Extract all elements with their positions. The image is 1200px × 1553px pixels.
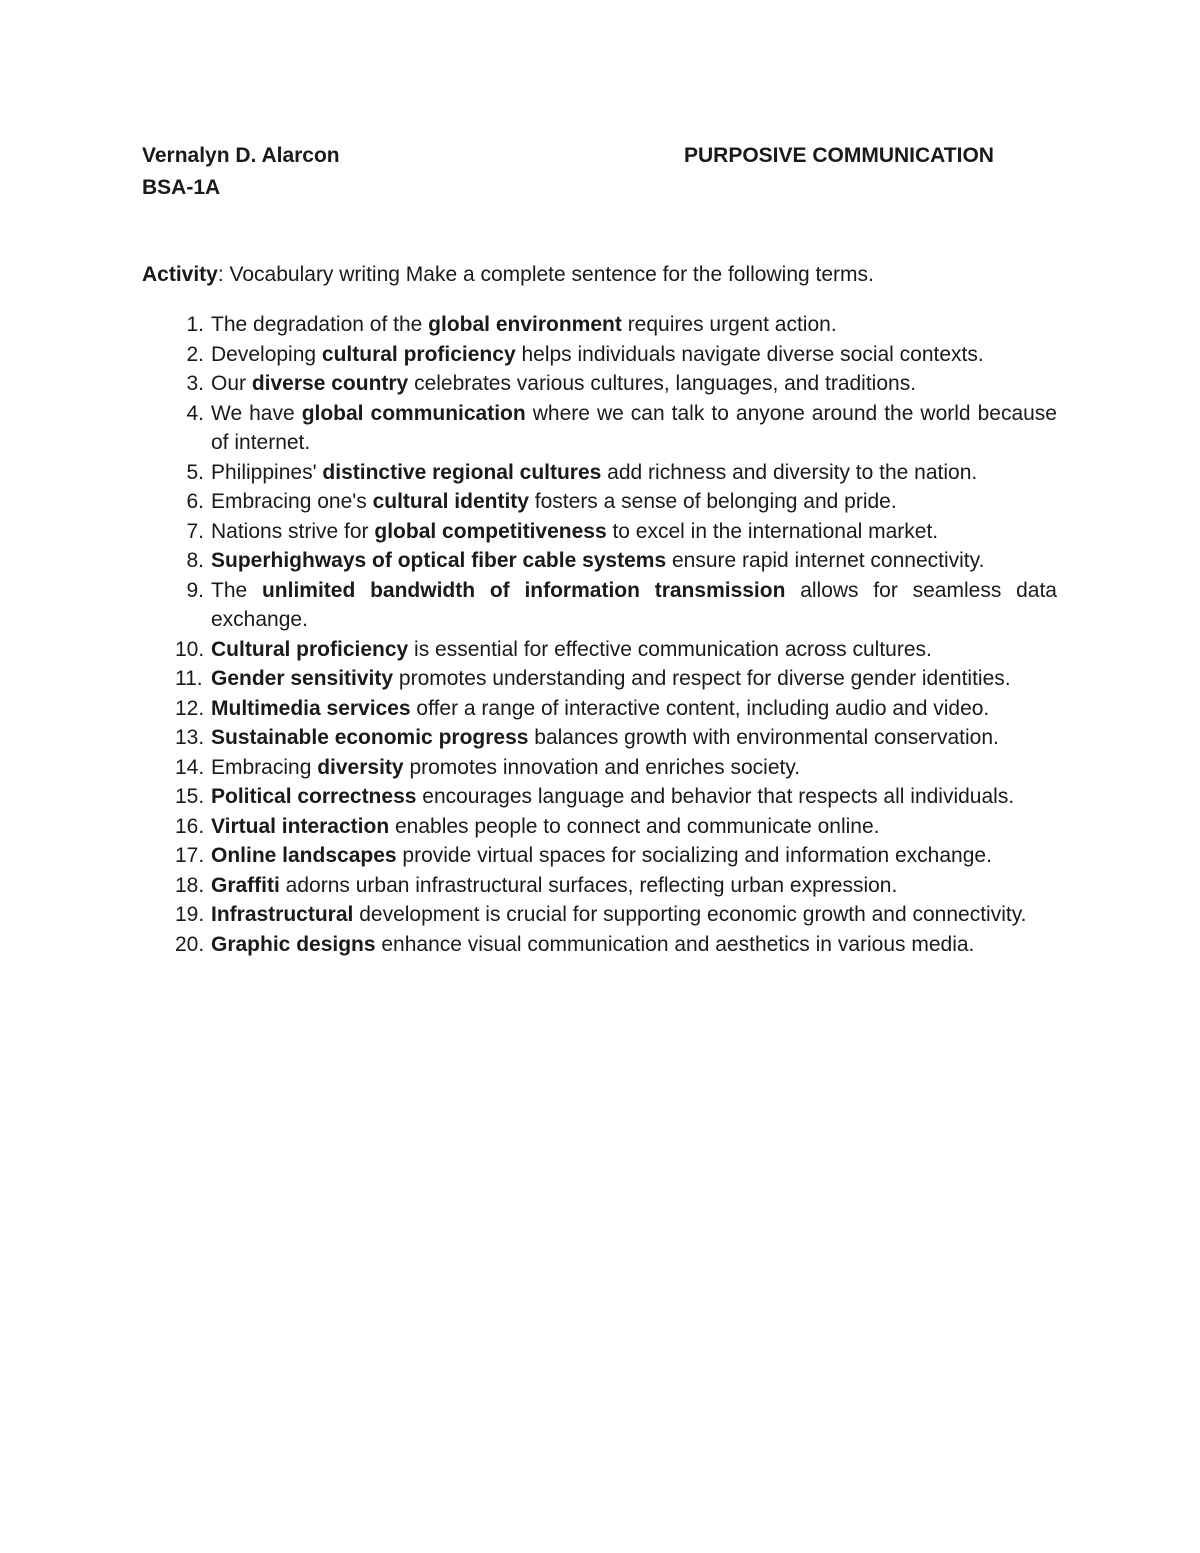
vocabulary-term: global competitiveness [374,519,607,543]
item-number: 14. [175,755,205,779]
list-item [186,576,1057,635]
sentence-end: allows for seamless data exchange. [211,578,1057,631]
list-item [175,723,1057,753]
item-number: 2. [186,342,204,366]
vocabulary-term: Gender sensitivity [211,667,394,690]
item-number: 15. [175,785,205,808]
list-item [186,487,1057,517]
vocabulary-term: Multimedia services [211,696,411,720]
list-item [175,753,1057,783]
list-item [175,782,1057,812]
vocabulary-term: diversity [317,755,404,779]
sentence-end: where we can talk to anyone around the world because of internet. [211,401,1057,454]
item-number: 1. [186,313,204,336]
sentence-start: Nations strive for [211,519,375,543]
list-item [186,369,1057,399]
activity-label: Activity [142,263,218,286]
list-item [175,664,1057,694]
sentence-end: provide virtual spaces for socializing and information exchange. [396,844,992,867]
list-item [186,517,1057,547]
vocabulary-term: cultural identity [372,490,529,513]
sentence-end: enhance visual communication and aesthetics in various media. [375,932,975,956]
item-number: 20. [175,932,205,956]
sentence-end: is essential for effective communication across cultures. [408,637,932,661]
list-item [175,841,1057,871]
item-number: 13. [175,726,205,749]
list-item [175,694,1057,724]
sentence-end: offer a range of interactive content, including audio and video. [410,696,990,720]
sentence-end: ensure rapid internet connectivity. [666,549,985,572]
item-number: 11. [175,667,203,690]
sentence-end: development is crucial for supporting economic growth and connectivity. [353,903,1027,926]
item-number: 12. [175,696,205,720]
item-number: 4. [186,401,204,425]
vocabulary-term: Graffiti [211,873,280,897]
item-number: 16. [175,814,205,838]
item-number: 3. [186,372,204,395]
vocabulary-term: Virtual interaction [211,814,390,838]
section-code: BSA-1A [142,176,221,199]
vocabulary-term: Superhighways of optical fiber cable systems [211,549,667,572]
sentence-start: Embracing one's [211,490,373,513]
item-number: 7. [186,519,204,543]
list-item [175,900,1057,930]
list-item [175,635,1057,665]
vocabulary-list [175,310,1057,959]
sentence-end: requires urgent action. [621,313,837,336]
item-number: 10. [175,637,205,661]
item-number: 19. [175,903,205,926]
item-number: 9. [186,578,204,602]
sentence-start: Our [211,372,252,395]
list-item [186,340,1057,370]
item-number: 17. [175,844,205,867]
vocabulary-term: Infrastructural [211,903,354,926]
list-item [175,871,1057,901]
sentence-end: helps individuals navigate diverse social contexts. [515,342,984,366]
sentence-start: The degradation of the [211,313,429,336]
author-name: Vernalyn D. Alarcon [142,144,340,167]
document-header [142,142,1042,172]
sentence-end: adorns urban infrastructural surfaces, reflecting urban expression. [279,873,898,897]
sentence-end: enables people to connect and communicate online. [389,814,880,838]
list-item [175,812,1057,842]
vocabulary-term: cultural proficiency [321,342,516,366]
sentence-end: add richness and diversity to the nation. [601,460,978,484]
vocabulary-term: Online landscapes [211,844,397,867]
sentence-start: We have [211,401,302,425]
vocabulary-term: diverse country [251,372,409,395]
list-item [175,930,1057,960]
vocabulary-term: distinctive regional cultures [322,460,602,484]
sentence-start: The [211,578,262,602]
list-item [186,546,1057,576]
sentence-start: Philippines' [211,460,323,484]
item-number: 18. [175,873,205,897]
sentence-end: to excel in the international market. [606,519,939,543]
vocabulary-term: global communication [301,401,526,425]
list-item [186,310,1057,340]
sentence-end: promotes understanding and respect for diverse gender identities. [393,667,1011,690]
vocabulary-term: Graphic designs [211,932,376,956]
sentence-start: Developing [211,342,322,366]
course-title: PURPOSIVE COMMUNICATION [684,144,994,167]
vocabulary-term: Sustainable economic progress [211,726,529,749]
vocabulary-term: global environment [428,313,622,336]
sentence-end: promotes innovation and enriches society. [403,755,801,779]
sentence-end: celebrates various cultures, languages, and traditions. [408,372,917,395]
sentence-end: encourages language and behavior that respects all individuals. [416,785,1015,808]
sentence-end: balances growth with environmental conservation. [528,726,999,749]
activity-instruction-text: : Vocabulary writing Make a complete sentence for the following terms. [217,263,874,286]
vocabulary-term: Cultural proficiency [211,637,409,661]
sentence-start: Embracing [211,755,318,779]
sentence-end: fosters a sense of belonging and pride. [528,490,897,513]
vocabulary-term: Political correctness [211,785,417,808]
activity-instructions [142,261,874,289]
list-item [186,399,1057,458]
vocabulary-term: unlimited bandwidth of information transmission [261,578,786,602]
item-number: 8. [186,549,204,572]
list-item [186,458,1057,488]
item-number: 5. [186,460,204,484]
item-number: 6. [186,490,204,513]
